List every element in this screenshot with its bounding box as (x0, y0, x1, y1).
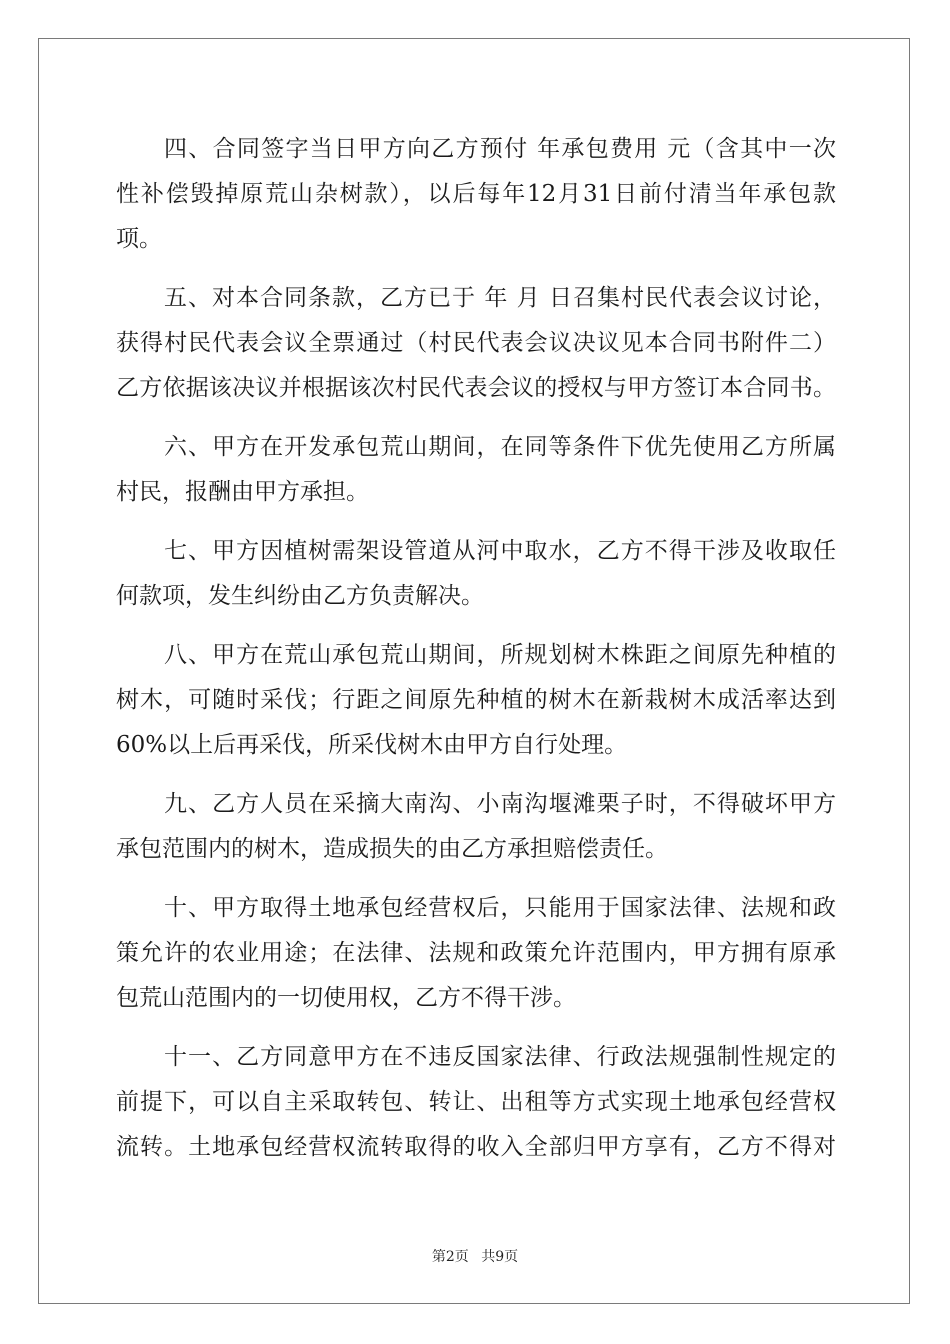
text-line: 七、甲方因植树需架设管道从河中取水，乙方不得干涉及收取任 (164, 538, 836, 564)
text-line: 村民，报酬由甲方承担。 (116, 479, 369, 505)
text-line: 树木，可随时采伐；行距之间原先种植的树木在新栽树木成活率达到 (116, 687, 836, 713)
clause-11 (116, 1035, 836, 1170)
text-line: 项。 (116, 226, 162, 252)
text-line: 流转。土地承包经营权流转取得的收入全部归甲方享有，乙方不得对 (116, 1134, 836, 1160)
page-footer (0, 1246, 950, 1266)
text-line: 十、甲方取得土地承包经营权后，只能用于国家法律、法规和政 (164, 895, 836, 921)
text-line: 乙方依据该决议并根据该次村民代表会议的授权与甲方签订本合同书。 (116, 375, 836, 401)
text-line: 包荒山范围内的一切使用权，乙方不得干涉。 (116, 985, 576, 1011)
text-line: 十一、乙方同意甲方在不违反国家法律、行政法规强制性规定的 (164, 1044, 836, 1070)
document-body (116, 127, 836, 1184)
clause-6 (116, 425, 836, 515)
text-line: 九、乙方人员在采摘大南沟、小南沟堰滩栗子时，不得破坏甲方 (164, 791, 836, 817)
clause-10 (116, 886, 836, 1021)
text-line: 八、甲方在荒山承包荒山期间，所规划树木株距之间原先种植的 (164, 642, 836, 668)
clause-5 (116, 276, 836, 411)
total-pages: 共9页 (481, 1249, 519, 1265)
text-line: 策允许的农业用途；在法律、法规和政策允许范围内，甲方拥有原承 (116, 940, 836, 966)
text-line: 六、甲方在开发承包荒山期间，在同等条件下优先使用乙方所属 (164, 434, 836, 460)
text-line: 五、对本合同条款，乙方已于 年 月 日召集村民代表会议讨论， (164, 285, 836, 311)
text-line: 何款项，发生纠纷由乙方负责解决。 (116, 583, 484, 609)
text-line: 60%以上后再采伐，所采伐树木由甲方自行处理。 (116, 732, 628, 758)
text-line: 四、合同签字当日甲方向乙方预付 年承包费用 元（含其中一次 (164, 136, 836, 162)
text-line: 承包范围内的树木，造成损失的由乙方承担赔偿责任。 (116, 836, 668, 862)
clause-4 (116, 127, 836, 262)
text-line: 获得村民代表会议全票通过（村民代表会议决议见本合同书附件二） (116, 330, 836, 356)
text-line: 性补偿毁掉原荒山杂树款），以后每年12月31日前付清当年承包款 (116, 181, 836, 207)
page-number: 第2页 (431, 1249, 469, 1265)
clause-9 (116, 782, 836, 872)
clause-7 (116, 529, 836, 619)
clause-8 (116, 633, 836, 768)
text-line: 前提下，可以自主采取转包、转让、出租等方式实现土地承包经营权 (116, 1089, 836, 1115)
